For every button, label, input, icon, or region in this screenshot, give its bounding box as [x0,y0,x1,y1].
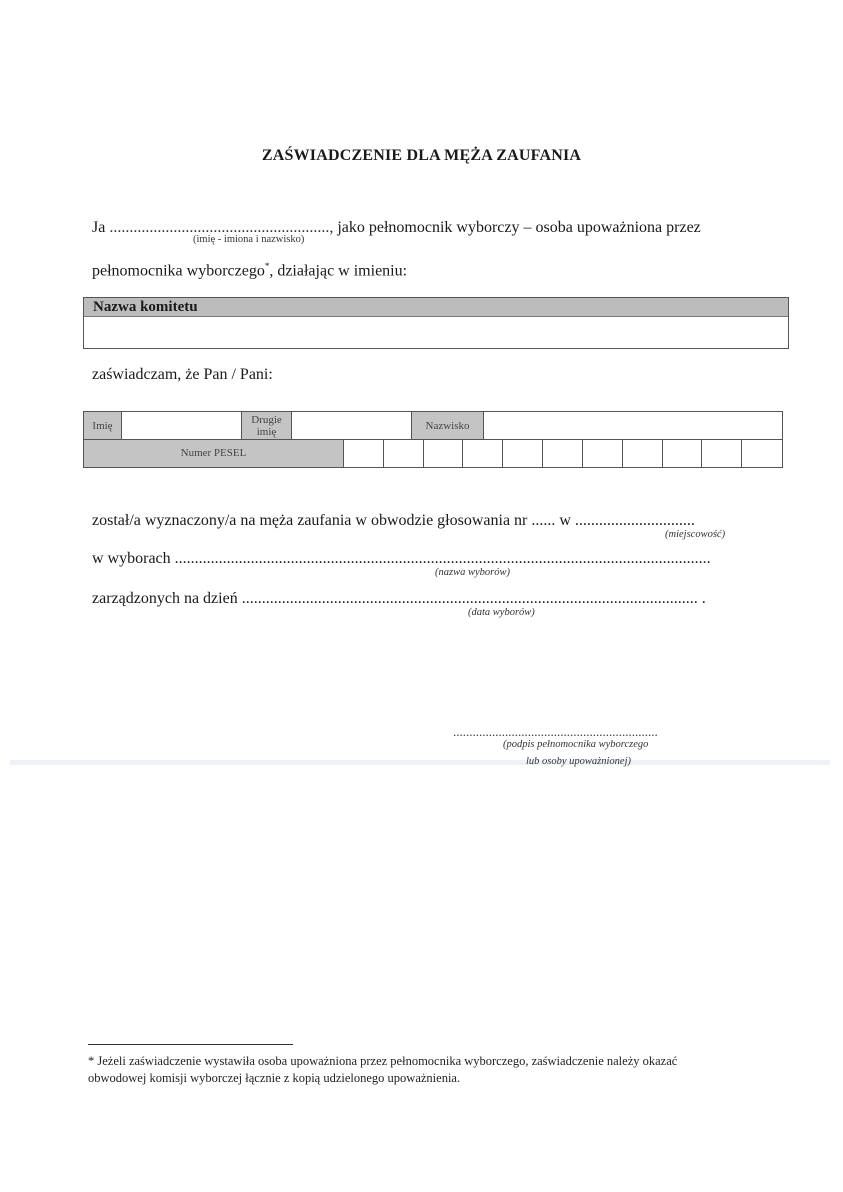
field-nazwisko[interactable] [484,412,782,440]
pesel-digit-box[interactable] [663,440,703,467]
name-dots: ......................................................., [109,219,334,236]
footnote-marker: * [264,261,270,271]
intro-line-2 [92,261,407,280]
appointment-line-1: został/a wyznaczony/a na męża zaufania w obwodzie głosowania nr ...... w .............................. [92,512,695,529]
pesel-digit-box[interactable] [344,440,384,467]
intro-line-2a: pełnomocnika wyborczego [92,262,265,280]
pesel-digit-box[interactable] [702,440,742,467]
pesel-digit-box[interactable] [742,440,782,467]
footnote-rule [88,1044,293,1045]
appointment-line-3: zarządzonych na dzień .................................................................................................................. . [92,590,706,607]
label-drugie-imie [242,412,292,440]
document-title: ZAŚWIADCZENIE DLA MĘŻA ZAUFANIA [261,147,582,164]
field-drugie-imie[interactable] [292,412,412,440]
pesel-digit-box[interactable] [583,440,623,467]
pesel-digit-box[interactable] [543,440,583,467]
scan-band [10,760,830,765]
caption-name: (imię - imiona i nazwisko) [193,234,305,245]
label-imie: Imię [84,412,122,440]
pesel-digit-box[interactable] [424,440,464,467]
intro-line-2b: , działając w imieniu: [269,262,408,280]
label-drugie-imie-1: Drugie [251,414,282,426]
pesel-digit-box[interactable] [384,440,424,467]
field-imie[interactable] [122,412,242,440]
appointment-line-2: w wyborach ...................................................................................................................................... [92,550,711,567]
footnote-line-2: obwodowej komisji wyborczej łącznie z kopią udzielonego upoważnienia. [88,1071,461,1085]
committee-name-field[interactable] [84,317,788,348]
label-pesel: Numer PESEL [84,440,344,467]
intro-after-name: jako pełnomocnik wyborczy – osoba upoważniona przez [333,219,701,236]
footnote-line-1: * Jeżeli zaświadczenie wystawiła osoba upoważniona przez pełnomocnika wyborczego, zaświadczenie należy okazać [88,1054,678,1068]
pesel-digit-box[interactable] [463,440,503,467]
pesel-digit-box[interactable] [503,440,543,467]
signature-dots: ............................................................... [453,724,658,739]
intro-line-1 [92,219,701,237]
label-drugie-imie-2: imię [256,426,277,438]
caption-place: (miejscowość) [665,529,726,540]
committee-header: Nazwa komitetu [84,298,788,317]
caption-election: (nazwa wyborów) [435,567,510,578]
certify-text: zaświadczam, że Pan / Pani: [92,366,273,383]
signature-caption-1: (podpis pełnomocnika wyborczego [503,739,649,750]
committee-box [83,297,789,349]
intro-ja: Ja [92,219,106,236]
signature-caption-2: lub osoby upoważnionej) [526,756,631,767]
label-nazwisko: Nazwisko [412,412,484,440]
caption-date: (data wyborów) [468,607,535,618]
person-table [83,411,783,468]
pesel-digit-box[interactable] [623,440,663,467]
